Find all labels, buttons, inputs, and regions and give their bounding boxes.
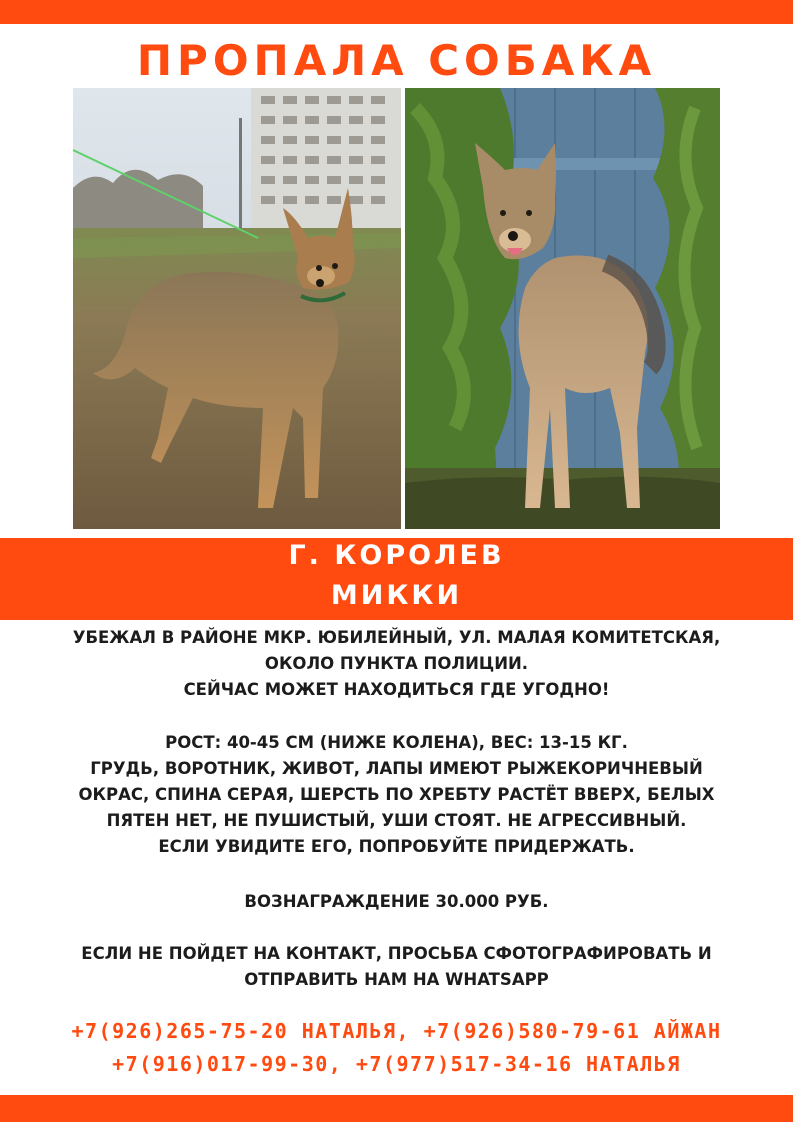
contact-request-line: ЕСЛИ НЕ ПОЙДЕТ НА КОНТАКТ, ПРОСЬБА СФОТОГРАФИРОВАТЬ И [81, 944, 712, 963]
location-line: СЕЙЧАС МОЖЕТ НАХОДИТЬСЯ ГДЕ УГОДНО! [183, 680, 610, 699]
location-line: УБЕЖАЛ В РАЙОНЕ МКР. ЮБИЛЕЙНЫЙ, УЛ. МАЛАЯ КОМИТЕТСКАЯ, [72, 628, 721, 647]
city-label: Г. КОРОЛЕВ [288, 540, 505, 571]
bottom-accent-band [0, 1095, 793, 1122]
description-paragraph [30, 730, 763, 860]
phone-numbers-line-2: +7(916)017-99-30, +7(977)517-34-16 НАТАЛЬЯ [112, 1052, 681, 1076]
reward-text: ВОЗНАГРАЖДЕНИЕ 30.000 РУБ. [244, 892, 549, 911]
description-line: РОСТ: 40-45 СМ (НИЖЕ КОЛЕНА), ВЕС: 13-15 КГ. [165, 733, 628, 752]
dog-photo-bushes [405, 88, 720, 529]
description-line: ПЯТЕН НЕТ, НЕ ПУШИСТЫЙ, УШИ СТОЯТ. НЕ АГРЕССИВНЫЙ. [106, 811, 687, 830]
dog-photo-field [73, 88, 401, 529]
contact-request-paragraph [30, 941, 763, 993]
dog-photos [73, 88, 720, 529]
contact-request-line: ОТПРАВИТЬ НАМ НА WHATSAPP [244, 970, 549, 989]
description-line: ГРУДЬ, ВОРОТНИК, ЖИВОТ, ЛАПЫ ИМЕЮТ РЫЖЕКОРИЧНЕВЫЙ [90, 759, 703, 778]
dog-name: МИККИ [330, 580, 463, 611]
phone-numbers-line-1: +7(926)265-75-20 НАТАЛЬЯ, +7(926)580-79-61 АЙЖАН [71, 1019, 722, 1043]
description-line: ОКРАС, СПИНА СЕРАЯ, ШЕРСТЬ ПО ХРЕБТУ РАСТЁТ ВВЕРХ, БЕЛЫХ [78, 785, 715, 804]
location-line: ОКОЛО ПУНКТА ПОЛИЦИИ. [264, 654, 529, 673]
description-line: ЕСЛИ УВИДИТЕ ЕГО, ПОПРОБУЙТЕ ПРИДЕРЖАТЬ. [158, 837, 635, 856]
top-accent-band [0, 0, 793, 24]
poster-title: ПРОПАЛА СОБАКА [136, 36, 657, 85]
location-paragraph [30, 625, 763, 703]
